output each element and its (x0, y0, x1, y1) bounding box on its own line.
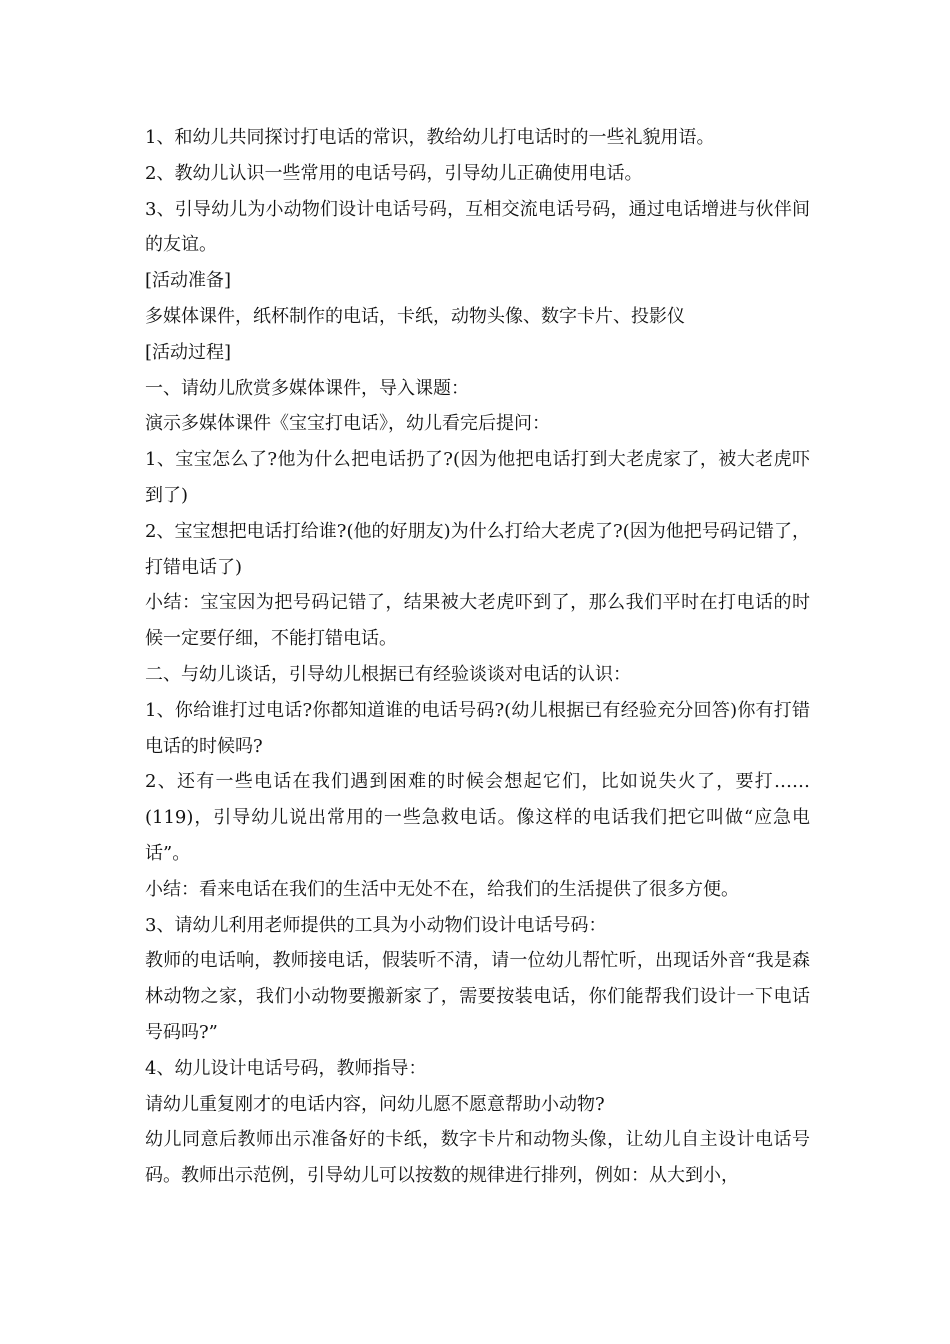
section-heading-process: [活动过程] (145, 341, 232, 363)
step-2-heading: 二、与幼儿谈话，引导幼儿根据已有经验谈谈对电话的认识： (145, 663, 631, 685)
step-4-question: 请幼儿重复刚才的电话内容，问幼儿愿不愿意帮助小动物? (145, 1093, 605, 1115)
step-4-heading: 4、幼儿设计电话号码，教师指导： (145, 1057, 427, 1079)
objective-1: 1、和幼儿共同探讨打电话的常识，教给幼儿打电话时的一些礼貌用语。 (145, 127, 715, 148)
preparation-materials: 多媒体课件，纸杯制作的电话，卡纸，动物头像、数字卡片、投影仪 (145, 305, 685, 327)
step-3-scenario: 教师的电话响，教师接电话，假装听不清，请一位幼儿帮忙听，出现话外音“我是森林动物之家，我们小动物要搬新家了，需要按装电话，你们能帮我们设计一下电话号码吗?” (145, 950, 810, 1043)
objective-2: 2、教幼儿认识一些常用的电话号码，引导幼儿正确使用电话。 (145, 162, 643, 184)
step-2-question-1: 1、你给谁打过电话?你都知道谁的电话号码?(幼儿根据已有经验充分回答)你有打错电话的时候吗? (145, 699, 810, 757)
step-1-summary: 小结：宝宝因为把号码记错了，结果被大老虎吓到了，那么我们平时在打电话的时候一定要仔细，不能打错电话。 (145, 592, 810, 650)
step-1-heading: 一、请幼儿欣赏多媒体课件，导入课题： (145, 377, 469, 399)
section-heading-preparation: [活动准备] (145, 270, 232, 292)
step-4-instructions: 幼儿同意后教师出示准备好的卡纸，数字卡片和动物头像，让幼儿自主设计电话号码。教师出示范例，引导幼儿可以按数的规律进行排列，例如：从大到小， (145, 1129, 810, 1187)
step-1-intro: 演示多媒体课件《宝宝打电话》，幼儿看完后提问： (145, 413, 550, 435)
step-1-question-1: 1、宝宝怎么了?他为什么把电话扔了?(因为他把电话打到大老虎家了，被大老虎吓到了) (145, 449, 810, 506)
document-body (145, 120, 810, 1194)
step-2-question-2: 2、还有一些电话在我们遇到困难的时候会想起它们，比如说失火了，要打……(119)，引导幼儿说出常用的一些急救电话。像这样的电话我们把它叫做“应急电话”。 (145, 771, 810, 864)
step-1-question-2: 2、宝宝想把电话打给谁?(他的好朋友)为什么打给大老虎了?(因为他把号码记错了，打错电话了) (145, 520, 810, 578)
step-3-heading: 3、请幼儿利用老师提供的工具为小动物们设计电话号码： (145, 914, 607, 936)
objective-3: 3、引导幼儿为小动物们设计电话号码，互相交流电话号码，通过电话增进与伙伴间的友谊。 (145, 198, 810, 256)
step-2-summary: 小结：看来电话在我们的生活中无处不在，给我们的生活提供了很多方便。 (145, 878, 739, 900)
